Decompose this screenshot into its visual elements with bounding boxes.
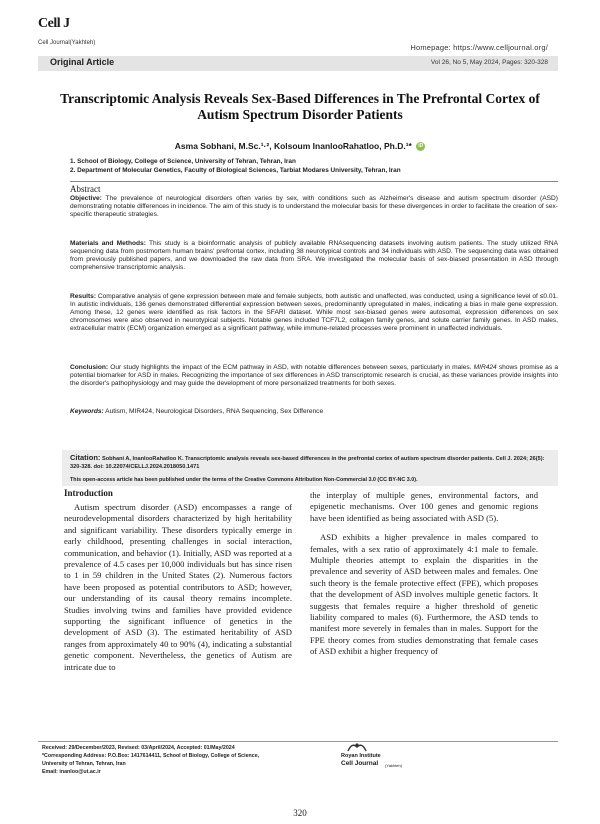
homepage-link[interactable]: Homepage: https://www.celljournal.org/	[410, 43, 548, 52]
author-list	[60, 141, 540, 151]
citation-label: Citation:	[70, 453, 101, 462]
royan-yakhteh-label: (Yakhteh)	[385, 763, 403, 768]
article-type-label: Original Article	[50, 57, 115, 67]
conclusion-mir: MIR424	[473, 364, 497, 371]
footer-divider	[38, 741, 558, 742]
methods-label: Materials and Methods:	[70, 240, 146, 247]
intro-right-column	[310, 490, 538, 658]
volume-info: Vol 26, No 5, May 2024, Pages: 320-328	[430, 59, 548, 66]
intro-paragraph: Autism spectrum disorder (ASD) encompasses a range of neurodevelopmental disorders characterized by high heritability and significant variability. These disorders typically emerge in early childhood, presenting challenges in social interaction, communication, and behavior (1). Initially, ASD was reported at a prevalence of 4.5 cases per 10,000 individuals but has since risen to 1 in 59 children in the United States (2). Numerous factors have been proposed as potential contributors to ASD; however, our understanding of its causal theory remains incomplete. Studies involving twins and families have provided evidence supporting the significant influence of genetics in the development of ASD (3). The estimated heritability of ASD ranges from approximately 40 to 90% (4), indicating a substantial genetic component. Nevertheless, the genetics of Autism are intricate due to	[64, 502, 292, 672]
page-number: 320	[293, 808, 307, 818]
objective-label: Objective:	[70, 195, 102, 202]
results-label: Results:	[70, 293, 97, 300]
introduction-heading: Introduction	[64, 488, 113, 498]
intro-paragraph: ASD exhibits a higher prevalence in males compared to females, with a sex ratio of approximately 4:1 male to female. Multiple theories attempt to explain the disparities in the prevalence and severity of ASD between males and females. One such theory is the female protective effect (FPE), which proposes that the development of ASD involves multiple genetic factors. It suggests that females require a higher threshold of genetic liability compared to males (6). Furthermore, the ASD tends to manifest more severely in females than in males. Support for the FPE theory comes from studies demonstrating that female cases of ASD exhibit a higher frequency of	[310, 532, 538, 657]
conclusion-text-a: Our study highlights the impact of the ECM pathway in ASD, with notable differences between sexes, particularly in males.	[108, 364, 474, 371]
methods-text: This study is a bioinformatic analysis of publicly available RNAsequencing datasets involving autism patients. The study utilized RNA sequencing data from postmortem human brains' prefrontal cortex, including 38 neurotypical controls and 34 individuals with ASD. The sequencing data was obtained from previously published papers, and we downloaded the raw data from SRA. We investigated the molecular basis of sex-biased presentation in ASD through comprehensive transcriptomic analysis.	[70, 240, 558, 271]
citation-text: Sobhani A, InanlooRahatloo K. Transcriptomic analysis reveals sex-based differences in the prefrontal cortex of autism spectrum disorder patients. Cell J. 2024; 26(5): 320-328. doi: 10.22074/CELLJ.2024.2018050.1471	[70, 456, 545, 470]
abstract-keywords	[70, 408, 558, 416]
corresponding-email[interactable]: Email: inanloo@ut.ac.ir	[42, 769, 101, 775]
received-dates: Received: 29/December/2023, Revised: 03/April/2024, Accepted: 01/May/2024	[42, 745, 235, 751]
abstract-divider	[70, 181, 558, 182]
royan-logo-icon	[347, 741, 367, 753]
intro-paragraph: the interplay of multiple genes, environmental factors, and epigenetic mechanisms. Over 100 genes and genomic regions have been identified as being associated with ASD (5).	[310, 490, 538, 523]
intro-left-column	[64, 502, 292, 673]
affiliation-2: 2. Department of Molecular Genetics, Faculty of Biological Sciences, Tarbiat Modares University, Tehran, Iran	[70, 167, 401, 174]
keywords-label: Keywords:	[70, 408, 104, 415]
royan-journal-label: Cell Journal	[341, 760, 379, 767]
footer-info	[42, 744, 282, 776]
abstract-methods	[70, 240, 558, 272]
abstract-results	[70, 293, 558, 333]
keywords-text: Autism, MIR424, Neurological Disorders, RNA Sequencing, Sex Difference	[103, 408, 324, 415]
objective-text: The prevalence of neurological disorders often varies by sex, with conditions such as Alzheimer's disease and autism spectrum disorder (ASD) demonstrating notable differences in incidence. The aim of this study is to understand the molecular basis for these divergences in order to facilitate the creation of sex-specific therapeutic strategies.	[70, 195, 558, 218]
author-names: Asma Sobhani, M.Sc.¹·², Kolsoum InanlooRahatloo, Ph.D.¹*	[174, 141, 412, 151]
orcid-icon[interactable]: iD	[418, 143, 424, 150]
abstract-heading: Abstract	[70, 184, 101, 194]
affiliation-1: 1. School of Biology, College of Science, University of Tehran, Tehran, Iran	[70, 158, 296, 165]
journal-logo-subtitle: Cell Journal(Yakhteh)	[38, 40, 96, 46]
corresponding-address: *Corresponding Address: P.O.Box: 1417614411, School of Biology, College of Science, University of Tehran, Tehran, Iran	[42, 753, 260, 767]
results-text: Comparative analysis of gene expression between male and female subjects, both autistic and unaffected, was conducted, using a significance level of ≤0.01. In autistic individuals, 136 genes demonstrated differential expression between sexes, predominantly upregulated in males, indicating a bias in male gene expression. Among these, 12 genes were identified as risk factors in the SFARI dataset. While most sex-biased genes were autosomal, expression differences on sex chromosomes were also observed in neurotypical subjects. Notable genes included TCF7L2, collagen family genes, and solute carrier family genes. In ASD males, extracellular matrix (ECM) organization emerged as a significant pathway, while immune-related processes were prominent in unaffected individuals.	[70, 293, 558, 332]
journal-logo: Cell J	[38, 16, 70, 31]
paper-title: Transcriptomic Analysis Reveals Sex-Based Differences in The Prefrontal Cortex of Autism Spectrum Disorder Patients	[60, 91, 540, 122]
citation	[70, 454, 550, 471]
abstract-objective	[70, 195, 558, 219]
abstract-conclusion	[70, 364, 558, 388]
license-note: This open-access article has been published under the terms of the Creative Commons Attribution Non-Commercial 3.0 (CC BY-NC 3.0).	[70, 477, 418, 483]
royan-institute-label: Royan Institute	[341, 753, 381, 759]
conclusion-label: Conclusion:	[70, 364, 109, 371]
conclusion-text-b: shows promise as a potential biomarker for ASD in males. Recognizing the importance of sex differences in ASD transcriptomic research is crucial, as these variances provide insights into the disorder's pathophysiology and may guide the development of more personalized treatments for both sexes.	[70, 364, 558, 387]
